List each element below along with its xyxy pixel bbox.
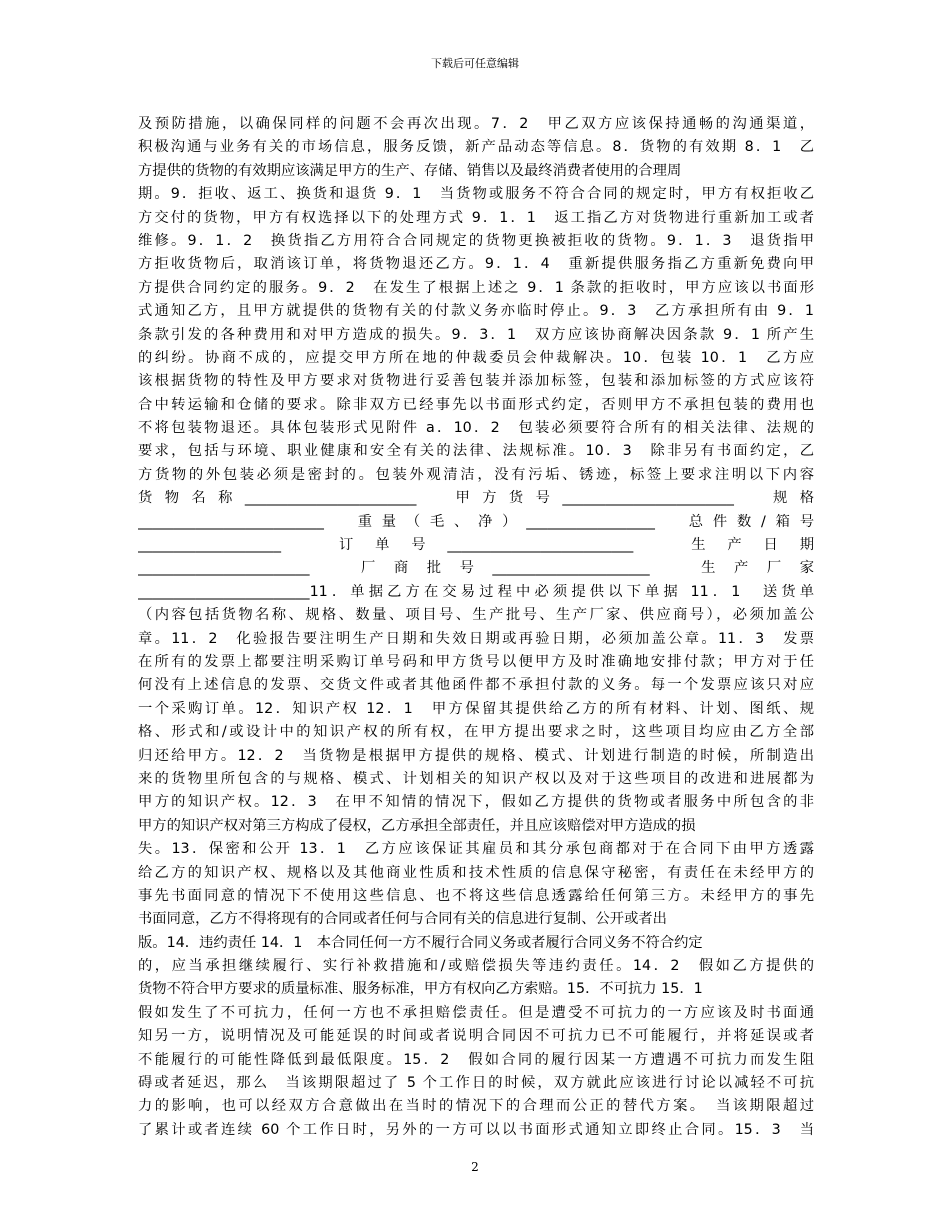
text-line: 方提供的货物的有效期应该满足甲方的生产、存储、销售以及最终消费者使用的合理周 <box>138 162 682 179</box>
text-line: 方交付的货物，甲方有权选择以下的处理方式 9．1．1 返工指乙方对货物进行重新加工或者 <box>138 209 814 226</box>
text-line: ____________________ 订单号__________________________ 生产日期 <box>138 537 814 554</box>
text-line: 积极沟通与业务有关的市场信息，服务反馈，新产品动态等信息。8．货物的有效期 8．1 乙 <box>138 139 814 156</box>
text-line: 给乙方的知识产权、规格以及其他商业性质和技术性质的信息保守秘密，有责任在未经甲方的 <box>138 864 814 881</box>
text-line: 归还给甲方。12．2 当货物是根据甲方提供的规格、模式、计划进行制造的时候，所制造出 <box>138 747 814 764</box>
text-line: 来的货物里所包含的与规格、模式、计划相关的知识产权以及对于这些项目的改进和进展都为 <box>138 770 814 787</box>
text-line: 方货物的外包装必须是密封的。包装外观清洁，没有污垢、锈迹，标签上要求注明以下内容 <box>138 466 814 483</box>
text-line: 的纠纷。协商不成的，应提交甲方所在地的仲裁委员会仲裁解决。10．包装 10．1 乙方应 <box>138 349 814 366</box>
text-line: 何没有上述信息的发票、交货文件或者其他函件都不承担付款的义务。每一个发票应该只对应 <box>138 677 814 694</box>
text-line: 失。13．保密和公开 13．1 乙方应该保证其雇员和其分承包商都对于在合同下由甲方透露 <box>138 841 814 858</box>
text-line: 条款引发的各种费用和对甲方造成的损失。9．3．1 双方应该协商解决因条款 9．1 所产生 <box>138 326 814 343</box>
text-line: ________________________ 厂商批号______________________ 生产厂家 <box>138 560 814 577</box>
text-line: 货物名称________________________ 甲方货号________________________ 规格 <box>138 490 814 507</box>
text-line: 及预防措施，以确保同样的问题不会再次出现。7．2 甲乙双方应该保持通畅的沟通渠道， <box>138 116 814 132</box>
text-line: ________________________11．单据乙方在交易过程中必须提供以下单据 11．1 送货单 <box>138 583 814 600</box>
text-line: 甲方的知识产权。12．3 在甲不知情的情况下，假如乙方提供的货物或者服务中所包含的非 <box>138 794 814 811</box>
text-line: 一个采购订单。12．知识产权 12．1 甲方保留其提供给乙方的所有材料、计划、图纸、规 <box>138 700 814 717</box>
text-line: 了累计或者连续 60 个工作日时，另外的一方可以以书面形式通知立即终止合同。15．3 当 <box>138 1121 814 1138</box>
text-line: 该根据货物的特性及甲方要求对货物进行妥善包装并添加标签，包装和添加标签的方式应该符 <box>138 373 814 390</box>
page-header: 下载后可任意编辑 <box>431 57 519 70</box>
text-line: 合中转运输和仓储的要求。除非双方已经事先以书面形式约定，否则甲方不承担包装的费用也 <box>138 396 814 413</box>
document-body <box>138 113 814 1142</box>
text-line: 格、形式和/或设计中的知识产权的所有权，在甲方提出要求之时，这些项目均应由乙方全部 <box>138 724 814 741</box>
text-line: __________________________ 重量（毛、净）__________________ 总件数/箱号 <box>138 513 814 530</box>
text-line: 不将包装物退还。具体包装形式见附件 a．10．2 包装必须要符合所有的相关法律、法规的 <box>138 420 814 437</box>
text-line: 力的影响，也可以经双方合意做出在当时的情况下的合理而公正的替代方案。 当该期限超过 <box>138 1098 814 1115</box>
text-line: 方提供合同约定的服务。9．2 在发生了根据上述之 9．1 条款的拒收时，甲方应该以书面形 <box>138 279 814 296</box>
text-line: 货物不符合甲方要求的质量标准、服务标准，甲方有权向乙方索赔。15．不可抗力 15．1 <box>138 981 703 998</box>
text-line: 书面同意，乙方不得将现有的合同或者任何与合同有关的信息进行复制、公开或者出 <box>138 911 667 928</box>
text-line: 期。9．拒收、返工、换货和退货 9．1 当货物或服务不符合合同的规定时，甲方有权拒收乙 <box>138 186 814 203</box>
text-line: 假如发生了不可抗力，任何一方也不承担赔偿责任。但是遭受不可抗力的一方应该及时书面通 <box>138 1004 814 1021</box>
text-line: 的，应当承担继续履行、实行补救措施和/或赔偿损失等违约责任。14．2 假如乙方提供的 <box>138 958 814 975</box>
text-line: 章。11．2 化验报告要注明生产日期和失效日期或再验日期，必须加盖公章。11．3 发票 <box>138 630 814 647</box>
text-line: 式通知乙方，且甲方就提供的货物有关的付款义务亦临时停止。9．3 乙方承担所有由 9．1 <box>138 303 814 320</box>
text-line: 事先书面同意的情况下不使用这些信息、也不将这些信息透露给任何第三方。未经甲方的事先 <box>138 887 814 904</box>
text-line: 碍或者延迟，那么 当该期限超过了 5 个工作日的时候，双方就此应该进行讨论以减轻不可抗 <box>138 1075 814 1092</box>
text-line: 版。14．违约责任 14．1 本合同任何一方不履行合同义务或者履行合同义务不符合约定 <box>138 934 703 951</box>
text-line: 要求，包括与环境、职业健康和安全有关的法律、法规标准。10．3 除非另有书面约定，乙 <box>138 443 814 460</box>
page-number: 2 <box>471 1160 479 1174</box>
text-line: （内容包括货物名称、规格、数量、项目号、生产批号、生产厂家、供应商号），必须加盖公 <box>138 607 814 624</box>
text-line: 不能履行的可能性降低到最低限度。15．2 假如合同的履行因某一方遭遇不可抗力而发生阻 <box>138 1051 814 1068</box>
text-line: 知另一方，说明情况及可能延误的时间或者说明合同因不可抗力已不可能履行，并将延误或者 <box>138 1028 814 1045</box>
text-line: 在所有的发票上都要注明采购订单号码和甲方货号以便甲方及时准确地安排付款；甲方对于任 <box>138 653 814 670</box>
text-line: 方拒收货物后，取消该订单，将货物退还乙方。9．1．4 重新提供服务指乙方重新免费向甲 <box>138 256 814 273</box>
text-line: 维修。9．1．2 换货指乙方用符合合同规定的货物更换被拒收的货物。9．1．3 退货指甲 <box>138 232 814 249</box>
text-line: 甲方的知识产权对第三方构成了侵权，乙方承担全部责任，并且应该赔偿对甲方造成的损 <box>138 817 696 834</box>
